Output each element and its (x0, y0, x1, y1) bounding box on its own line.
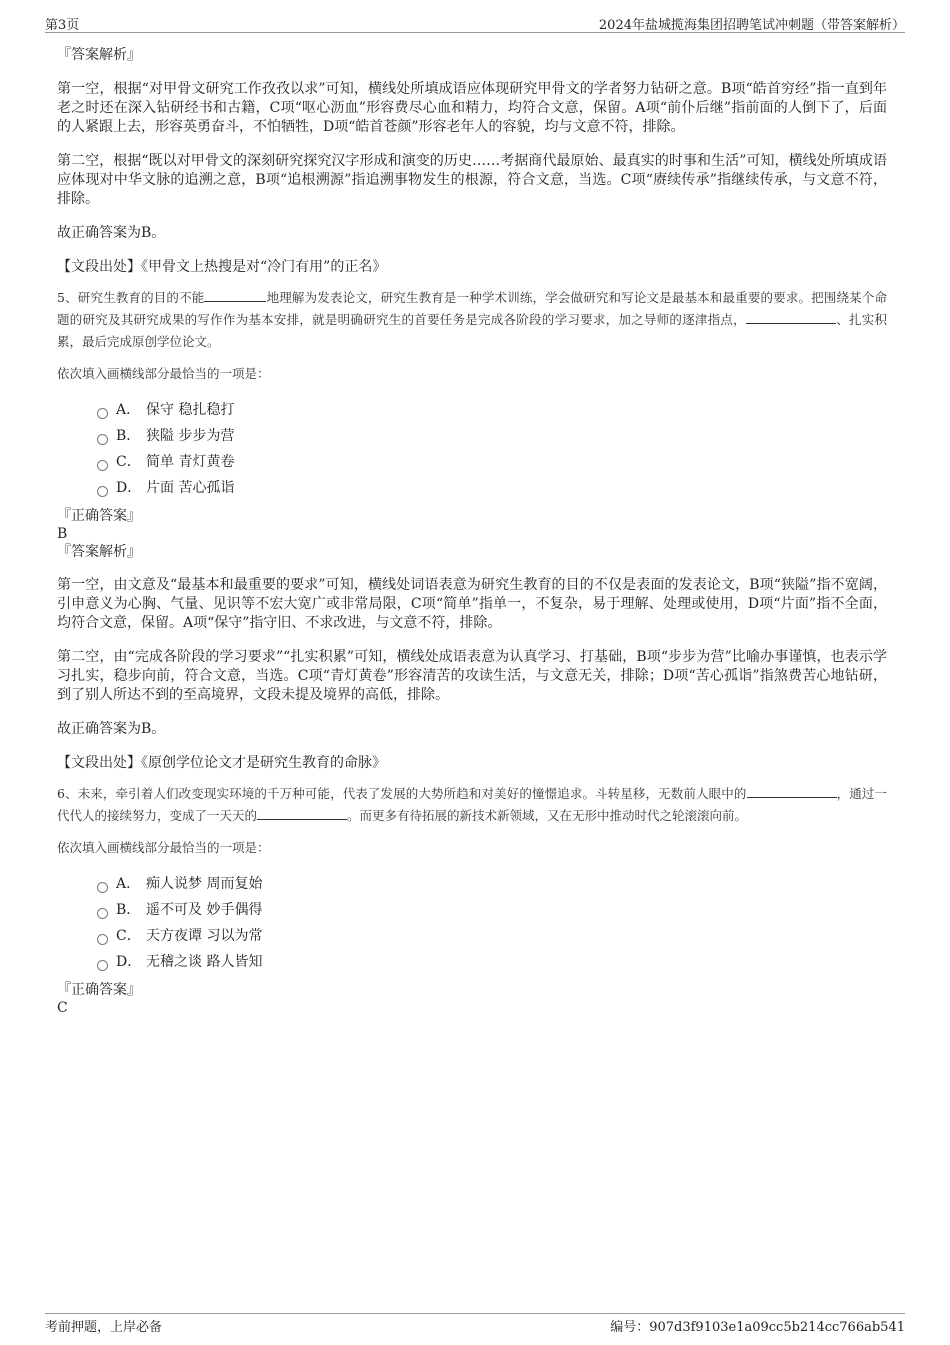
analysis-paragraph: 第二空，由“完成各阶段的学习要求”“扎实积累”可知，横线处成语表意为认真学习、打基础，B项“步步为营”比喻办事谨慎，也表示学习扎实，稳步向前，符合文意，当选。C项“青灯黄卷”形容清苦的攻读生活，与文意无关，排除；D项“苦心孤诣”指煞费苦心地钻研，到了别人所达不到的至高境界，文段未提及境界的高低，排除。 (57, 649, 887, 703)
analysis-conclusion: 故正确答案为B。 (57, 225, 166, 241)
fill-blank (747, 785, 837, 798)
options-list (97, 871, 887, 975)
radio-icon[interactable] (97, 434, 108, 445)
document-id: 编号：907d3f9103e1a09cc5b214cc766ab541 (610, 1320, 905, 1335)
answer-label: 『正确答案』 (57, 508, 141, 524)
analysis-paragraph: 第二空，根据“既以对甲骨文的深刻研究探究汉字形成和演变的历史……考据商代最原始、最真实的时事和生活”可知，横线处所填成语应体现对中华文脉的追溯之意，B项“追根溯源”指追溯事物发生的根源，符合文意，当选。C项“赓续传承”指继续传承，与文意不符，排除。 (57, 153, 887, 207)
question-5-text: 5、研究生教育的目的不能 地理解为发表论文，研究生教育是一种学术训练，学会做研究和写论文是最基本和最重要的要求。把围绕某个命题的研究及其研究成果的写作作为基本安排，就是明确研究生的首要任务是完成各阶段的学习要求，加之导师的逐津指点， 、扎实积累，最后完成原创学位论文。 (57, 290, 887, 349)
option-d[interactable]: D． 片面 苦心孤诣 (97, 475, 887, 501)
radio-icon[interactable] (97, 460, 108, 471)
fill-blank (746, 311, 836, 324)
answer-value: B (57, 526, 68, 542)
answer-value: C (57, 1000, 68, 1016)
radio-icon[interactable] (97, 486, 108, 497)
footer-slogan: 考前押题，上岸必备 (45, 1320, 163, 1335)
question-prompt: 依次填入画横线部分最恰当的一项是： (57, 366, 270, 381)
analysis-paragraph: 第一空，由文意及“最基本和最重要的要求”可知，横线处词语表意为研究生教育的目的不仅是表面的发表论文，B项“狭隘”指不宽阔，引申意义为心胸、气量、见识等不宏大宽广或非常局限，C项“简单”指单一，不复杂，易于理解、处理或使用，D项“片面”指不全面，均符合文意，保留。A项“保守”指守旧、不求改进，与文意不符，排除。 (57, 577, 887, 631)
answer-label: 『正确答案』 (57, 982, 141, 998)
fill-blank (257, 807, 347, 820)
page-header (45, 12, 905, 33)
analysis-label: 『答案解析』 (57, 47, 141, 63)
radio-icon[interactable] (97, 934, 108, 945)
option-c[interactable]: C． 简单 青灯黄卷 (97, 449, 887, 475)
page-content (57, 45, 887, 1017)
fill-blank (204, 289, 266, 302)
text-source: 【文段出处】《原创学位论文才是研究生教育的命脉》 (57, 755, 386, 771)
radio-icon[interactable] (97, 408, 108, 419)
option-a[interactable]: A． 保守 稳扎稳打 (97, 397, 887, 423)
page-number: 第3页 (45, 18, 80, 33)
analysis-paragraph: 第一空，根据“对甲骨文研究工作孜孜以求”可知，横线处所填成语应体现研究甲骨文的学者努力钻研之意。B项“皓首穷经”指一直到年老之时还在深入钻研经书和古籍，C项“呕心沥血”形容费尽心血和精力，均符合文意，保留。A项“前仆后继”指前面的人倒下了，后面的人紧跟上去，形容英勇奋斗，不怕牺牲，D项“皓首苍颜”形容老年人的容貌，均与文意不符，排除。 (57, 81, 887, 135)
options-list (97, 397, 887, 501)
option-d[interactable]: D． 无稽之谈 路人皆知 (97, 949, 887, 975)
page-footer (45, 1313, 905, 1336)
radio-icon[interactable] (97, 908, 108, 919)
document-title: 2024年盐城揽海集团招聘笔试冲刺题（带答案解析） (598, 18, 905, 33)
option-c[interactable]: C． 天方夜谭 习以为常 (97, 923, 887, 949)
option-b[interactable]: B． 狭隘 步步为营 (97, 423, 887, 449)
question-prompt: 依次填入画横线部分最恰当的一项是： (57, 840, 270, 855)
analysis-conclusion: 故正确答案为B。 (57, 721, 166, 737)
radio-icon[interactable] (97, 960, 108, 971)
option-b[interactable]: B． 遥不可及 妙手偶得 (97, 897, 887, 923)
question-6-text: 6、未来，牵引着人们改变现实环境的千万种可能，代表了发展的大势所趋和对美好的憧憬追求。斗转星移，无数前人眼中的 ，通过一代代人的接续努力，变成了一天天的 。而更多有待拓展的新技术新领域，又在无形中推动时代之轮滚滚向前。 (57, 786, 887, 823)
text-source: 【文段出处】《甲骨文上热搜是对“冷门有用”的正名》 (57, 259, 387, 275)
option-a[interactable]: A． 痴人说梦 周而复始 (97, 871, 887, 897)
analysis-label: 『答案解析』 (57, 544, 141, 560)
radio-icon[interactable] (97, 882, 108, 893)
